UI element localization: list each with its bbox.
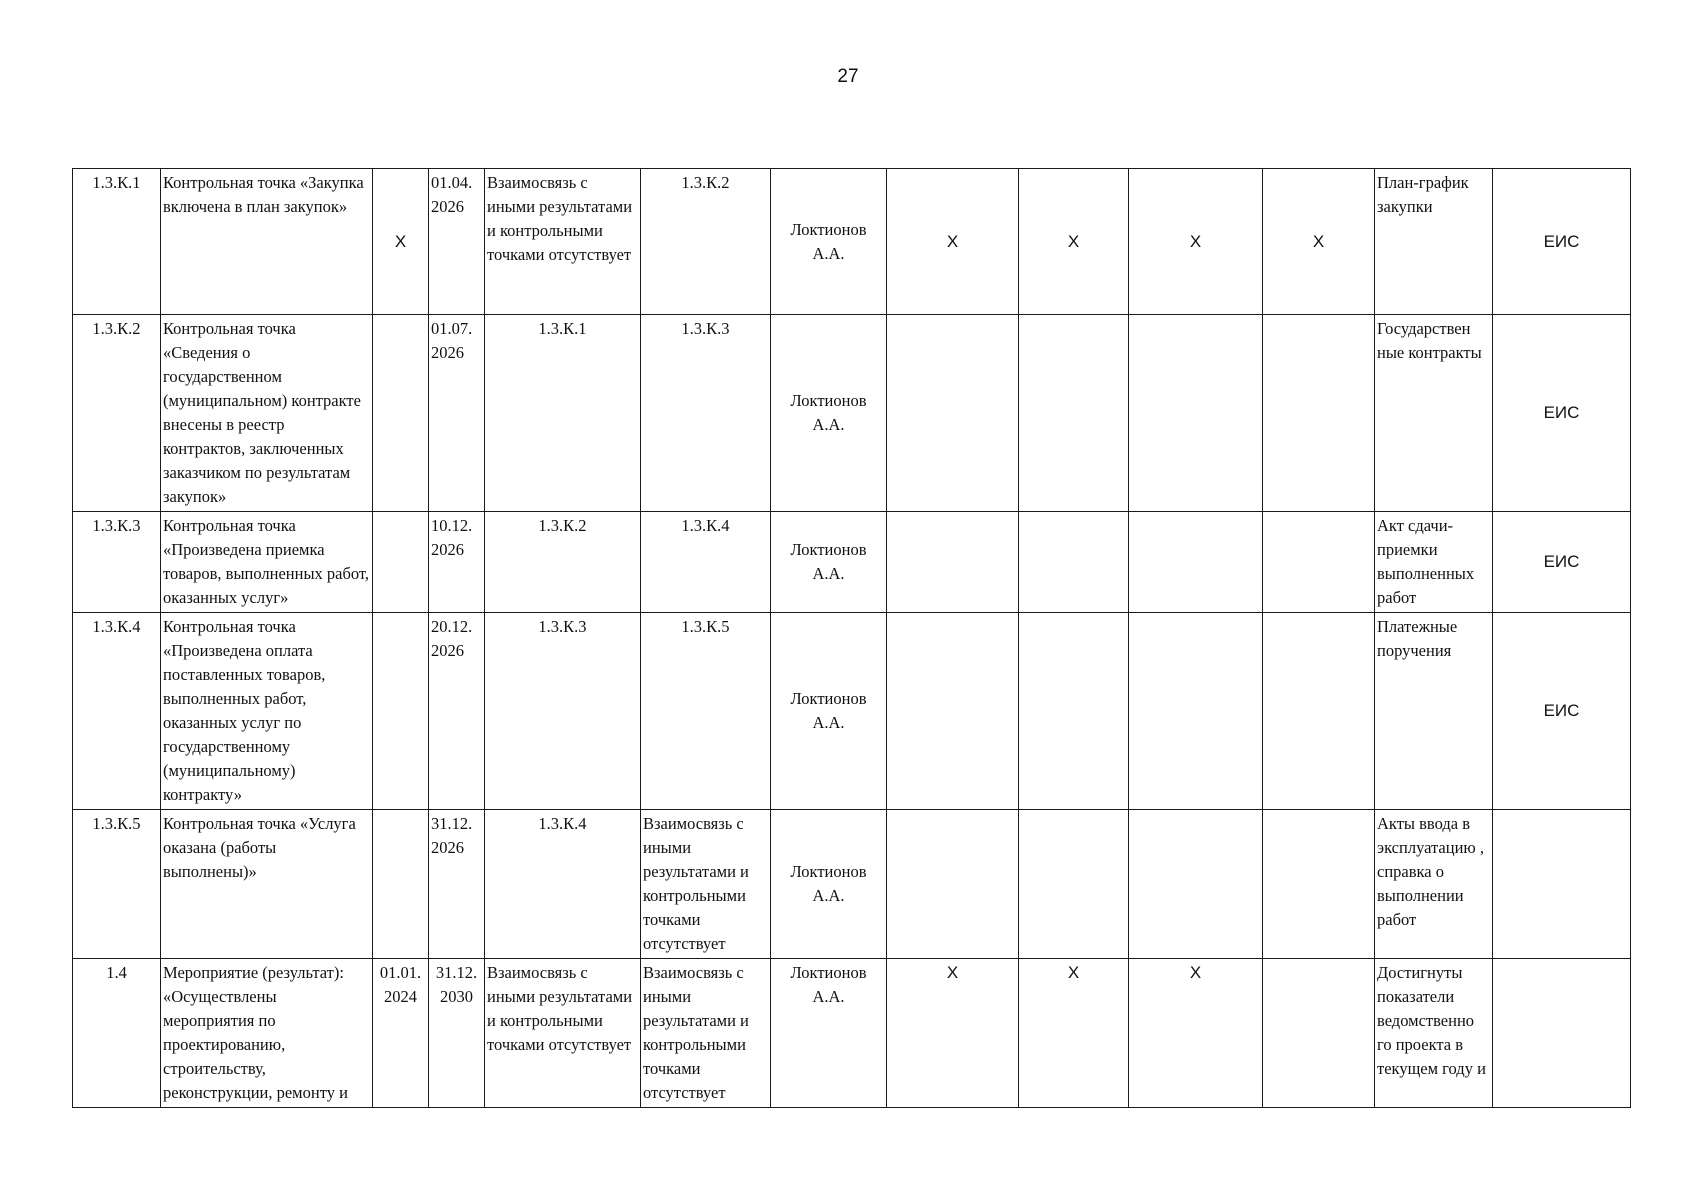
mark-4 — [1263, 315, 1375, 512]
mark-2 — [1019, 315, 1129, 512]
info-system — [1493, 810, 1631, 959]
successor: 1.3.К.2 — [641, 169, 771, 315]
end-date: 20.12. 2026 — [429, 613, 485, 810]
row-number: 1.3.К.3 — [73, 512, 161, 613]
responsible: Локтионов А.А. — [771, 959, 887, 1108]
predecessor: 1.3.К.2 — [485, 512, 641, 613]
mark-1: X — [887, 959, 1019, 1108]
info-system: ЕИС — [1493, 169, 1631, 315]
predecessor: 1.3.К.1 — [485, 315, 641, 512]
mark-1 — [887, 613, 1019, 810]
mark-4 — [1263, 810, 1375, 959]
end-date: 31.12. 2026 — [429, 810, 485, 959]
end-date: 01.04. 2026 — [429, 169, 485, 315]
row-number: 1.3.К.4 — [73, 613, 161, 810]
row-name: Контрольная точка «Произведена оплата поставленных товаров, выполненных работ, оказанных услуг по государственному (муниципальному) контракту» — [161, 613, 373, 810]
table-row — [73, 613, 1631, 810]
page-number: 27 — [837, 66, 859, 87]
responsible: Локтионов А.А. — [771, 169, 887, 315]
start-date — [373, 810, 429, 959]
successor: 1.3.К.5 — [641, 613, 771, 810]
table-row — [73, 810, 1631, 959]
row-number: 1.3.К.5 — [73, 810, 161, 959]
responsible: Локтионов А.А. — [771, 512, 887, 613]
info-system: ЕИС — [1493, 512, 1631, 613]
responsible: Локтионов А.А. — [771, 613, 887, 810]
mark-4: X — [1263, 169, 1375, 315]
row-name: Мероприятие (результат): «Осуществлены мероприятия по проектированию, строительству, реконструкции, ремонту и — [161, 959, 373, 1108]
start-date: X — [373, 169, 429, 315]
mark-4 — [1263, 613, 1375, 810]
row-name: Контрольная точка «Сведения о государственном (муниципальном) контракте внесены в реестр контрактов, заключенных заказчиком по результатам закупок» — [161, 315, 373, 512]
mark-2 — [1019, 810, 1129, 959]
document: Акты ввода в эксплуатацию , справка о выполнении работ — [1375, 810, 1493, 959]
row-number: 1.3.К.2 — [73, 315, 161, 512]
row-name: Контрольная точка «Произведена приемка товаров, выполненных работ, оказанных услуг» — [161, 512, 373, 613]
end-date: 10.12. 2026 — [429, 512, 485, 613]
predecessor: 1.3.К.4 — [485, 810, 641, 959]
row-name: Контрольная точка «Закупка включена в план закупок» — [161, 169, 373, 315]
start-date — [373, 613, 429, 810]
row-number: 1.4 — [73, 959, 161, 1108]
predecessor: 1.3.К.3 — [485, 613, 641, 810]
info-system: ЕИС — [1493, 315, 1631, 512]
table-row — [73, 315, 1631, 512]
mark-4 — [1263, 512, 1375, 613]
predecessor: Взаимосвязь с иными результатами и контрольными точками отсутствует — [485, 959, 641, 1108]
mark-1: X — [887, 169, 1019, 315]
mark-1 — [887, 512, 1019, 613]
table-row — [73, 959, 1631, 1108]
control-points-table — [72, 168, 1631, 1108]
successor: 1.3.К.4 — [641, 512, 771, 613]
info-system — [1493, 959, 1631, 1108]
table-row — [73, 169, 1631, 315]
predecessor: Взаимосвязь с иными результатами и контрольными точками отсутствует — [485, 169, 641, 315]
mark-3 — [1129, 512, 1263, 613]
mark-3 — [1129, 315, 1263, 512]
end-date: 01.07. 2026 — [429, 315, 485, 512]
mark-2 — [1019, 512, 1129, 613]
mark-3: X — [1129, 959, 1263, 1108]
mark-1 — [887, 810, 1019, 959]
document: Акт сдачи-приемки выполненных работ — [1375, 512, 1493, 613]
info-system: ЕИС — [1493, 613, 1631, 810]
successor: Взаимосвязь с иными результатами и контрольными точками отсутствует — [641, 959, 771, 1108]
mark-4 — [1263, 959, 1375, 1108]
successor: 1.3.К.3 — [641, 315, 771, 512]
start-date: 01.01. 2024 — [373, 959, 429, 1108]
document: Государствен ные контракты — [1375, 315, 1493, 512]
start-date — [373, 512, 429, 613]
document: Достигнуты показатели ведомственно го проекта в текущем году и — [1375, 959, 1493, 1108]
responsible: Локтионов А.А. — [771, 810, 887, 959]
document: Платежные поручения — [1375, 613, 1493, 810]
mark-2: X — [1019, 169, 1129, 315]
table-row — [73, 512, 1631, 613]
row-name: Контрольная точка «Услуга оказана (работы выполнены)» — [161, 810, 373, 959]
successor: Взаимосвязь с иными результатами и контрольными точками отсутствует — [641, 810, 771, 959]
mark-2 — [1019, 613, 1129, 810]
start-date — [373, 315, 429, 512]
mark-3 — [1129, 810, 1263, 959]
mark-2: X — [1019, 959, 1129, 1108]
mark-3: X — [1129, 169, 1263, 315]
responsible: Локтионов А.А. — [771, 315, 887, 512]
end-date: 31.12. 2030 — [429, 959, 485, 1108]
row-number: 1.3.К.1 — [73, 169, 161, 315]
document: План-график закупки — [1375, 169, 1493, 315]
mark-3 — [1129, 613, 1263, 810]
mark-1 — [887, 315, 1019, 512]
